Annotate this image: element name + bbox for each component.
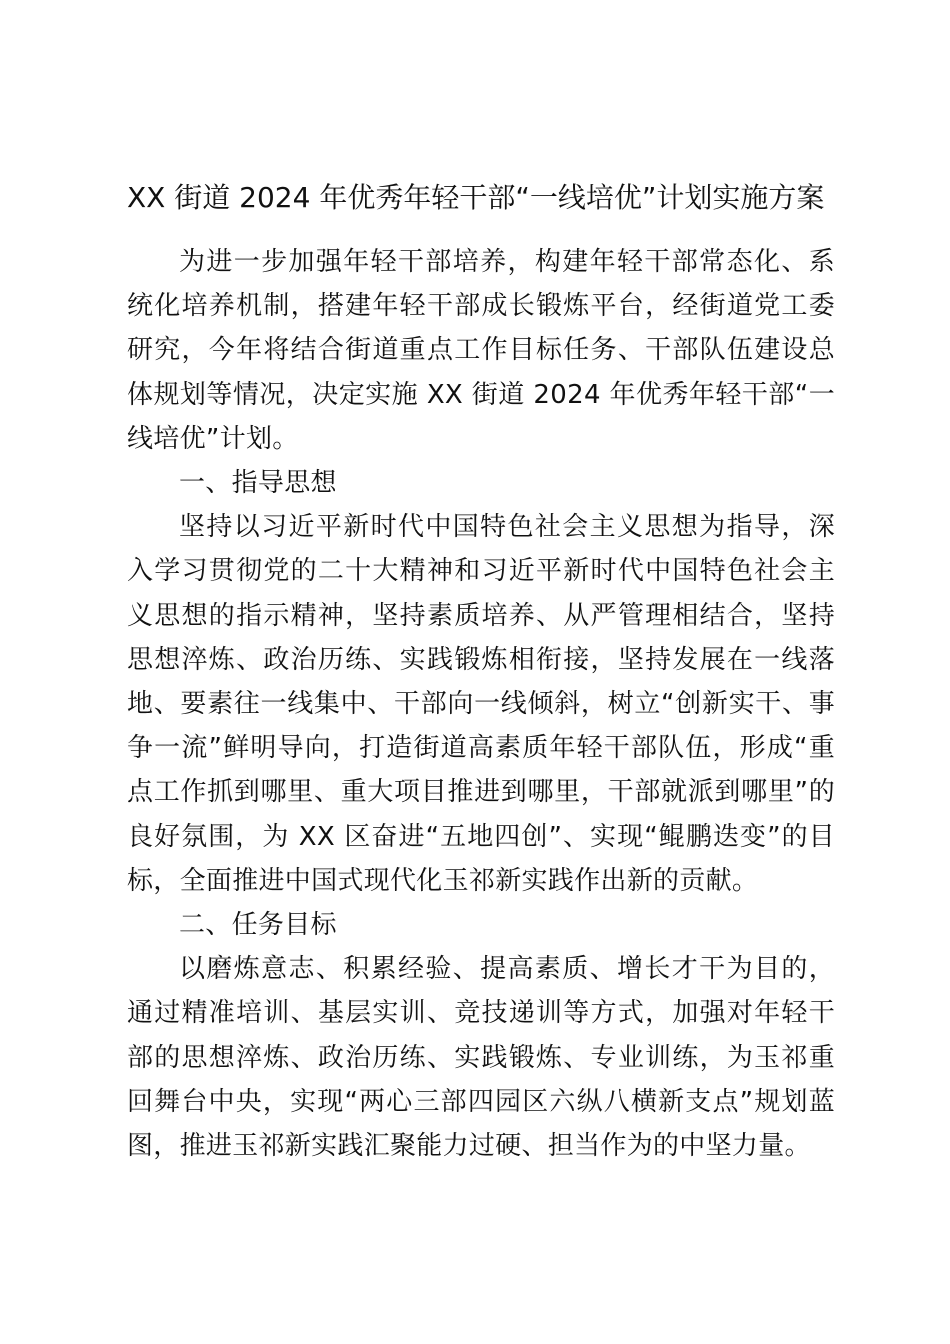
guiding-ideology-paragraph: 坚持以习近平新时代中国特色社会主义思想为指导，深入学习贯彻党的二十大精神和习近平新时代中国特色社会主义思想的指示精神，坚持素质培养、从严管理相结合，坚持思想淬炼、政治历练、实践锻炼相衔接，坚持发展在一线落地、要素往一线集中、干部向一线倾斜，树立“创新实干、事争一流”鲜明导向，打造街道高素质年轻干部队伍，形成“重点工作抓到哪里、重大项目推进到哪里，干部就派到哪里”的良好氛围，为 XX 区奋进“五地四创”、实现“鲲鹏迭变”的目标，全面推进中国式现代化玉祁新实践作出新的贡献。 [127, 512, 835, 896]
document-body [127, 240, 835, 1168]
section-heading-task-goals: 二、任务目标 [179, 910, 337, 941]
intro-paragraph: 为进一步加强年轻干部培养，构建年轻干部常态化、系统化培养机制，搭建年轻干部成长锻炼平台，经街道党工委研究，今年将结合街道重点工作目标任务、干部队伍建设总体规划等情况，决定实施 XX 街道 2024 年优秀年轻干部“一线培优”计划。 [127, 247, 835, 454]
section-heading-guiding-ideology: 一、指导思想 [179, 468, 337, 499]
document-title: XX 街道 2024 年优秀年轻干部“一线培优”计划实施方案 [127, 181, 825, 214]
task-goals-paragraph: 以磨炼意志、积累经验、提高素质、增长才干为目的，通过精准培训、基层实训、竞技递训等方式，加强对年轻干部的思想淬炼、政治历练、实践锻炼、专业训练，为玉祁重回舞台中央，实现“两心三部四园区六纵八横新支点”规划蓝图，推进玉祁新实践汇聚能力过硬、担当作为的中坚力量。 [127, 954, 835, 1162]
